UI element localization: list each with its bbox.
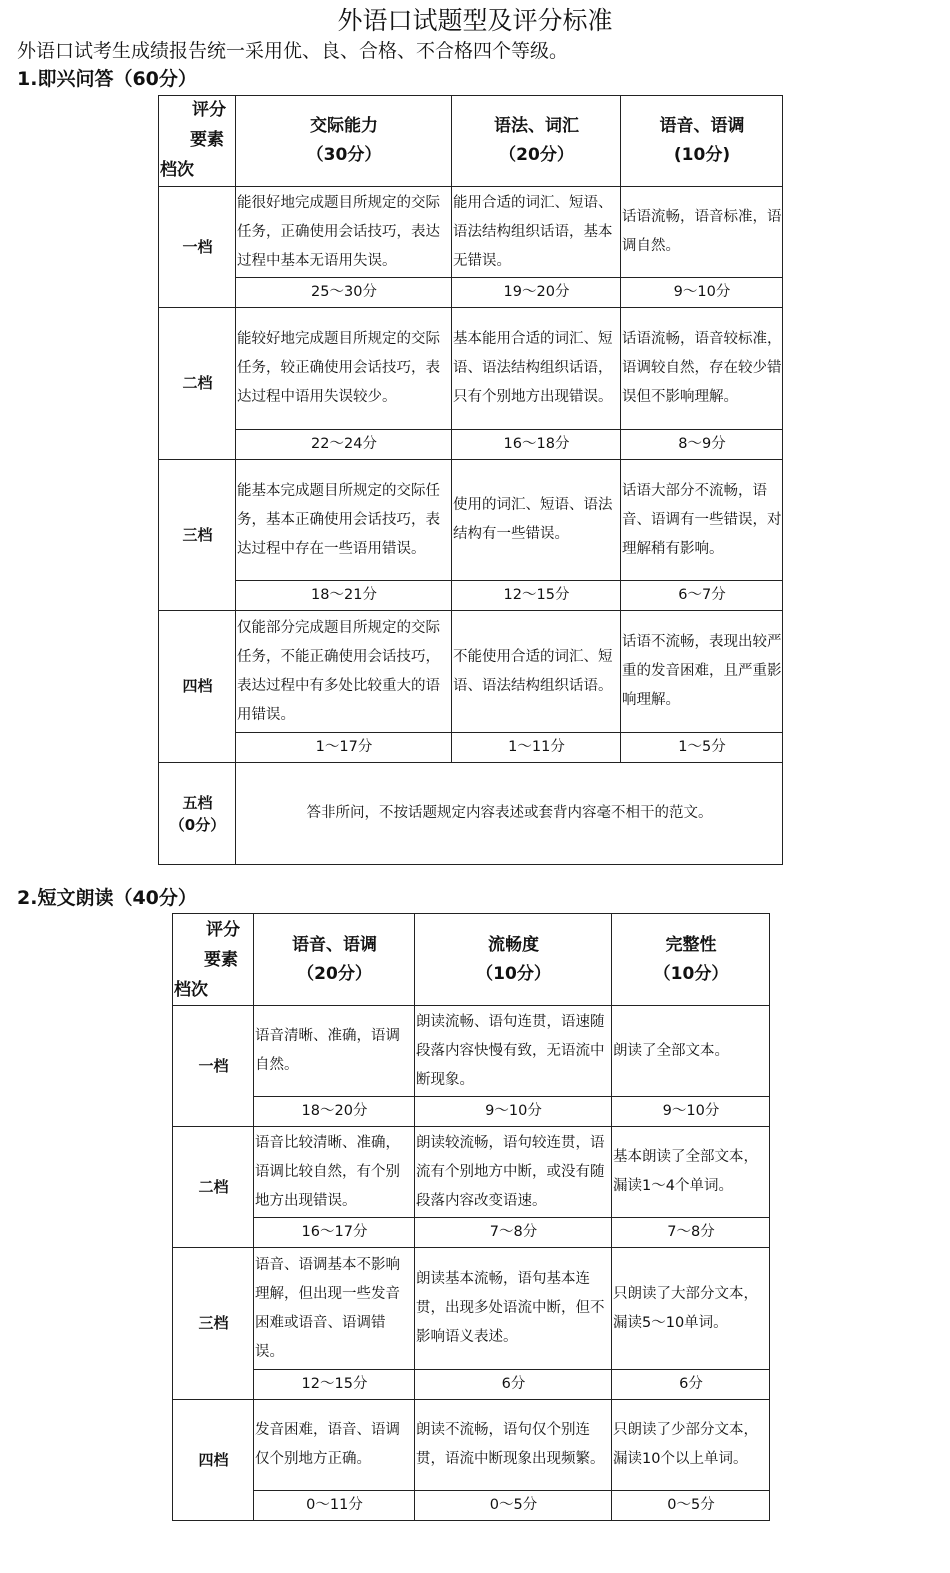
score-cell: 9～10分: [415, 1097, 612, 1127]
corner-label-score: 评分: [192, 100, 226, 120]
criteria-cell: 话语大部分不流畅，语音、语调有一些错误，对理解稍有影响。: [621, 460, 783, 581]
corner-label-score: 评分: [206, 920, 240, 940]
criteria-cell: 朗读较流畅，语句较连贯，语流有个别地方中断，或没有随段落内容改变语速。: [415, 1127, 612, 1218]
score-cell: 1～11分: [452, 733, 621, 763]
criteria-cell: 朗读基本流畅，语句基本连贯，出现多处语流中断，但不影响语义表述。: [415, 1248, 612, 1370]
level-cell: 一档: [159, 187, 236, 308]
criteria-cell: 仅能部分完成题目所规定的交际任务，不能正确使用会话技巧，表达过程中有多处比较重大的语用错误。: [236, 611, 452, 733]
criteria-cell: 语音清晰、准确，语调自然。: [254, 1006, 415, 1097]
criteria-cell: 朗读了全部文本。: [612, 1006, 770, 1097]
merged-criteria-cell: 答非所问，不按话题规定内容表述或套背内容毫不相干的范文。: [236, 763, 783, 865]
score-cell: 6分: [612, 1370, 770, 1400]
criteria-cell: 只朗读了大部分文本，漏读5～10单词。: [612, 1248, 770, 1370]
corner-label-level: 档次: [174, 980, 208, 1000]
corner-label-level: 档次: [160, 160, 194, 180]
criteria-cell: 使用的词汇、短语、语法结构有一些错误。: [452, 460, 621, 581]
criteria-cell: 话语不流畅，表现出较严重的发音困难，且严重影响理解。: [621, 611, 783, 733]
score-cell: 0～11分: [254, 1491, 415, 1521]
level-cell: 三档: [159, 460, 236, 611]
criteria-cell: 朗读不流畅，语句仅个别连贯，语流中断现象出现频繁。: [415, 1400, 612, 1491]
criteria-cell: 能用合适的词汇、短语、语法结构组织话语，基本无错误。: [452, 187, 621, 278]
reading-table: [172, 913, 770, 1521]
criteria-cell: 话语流畅，语音较标准，语调较自然，存在较少错误但不影响理解。: [621, 308, 783, 430]
score-cell: 16～17分: [254, 1218, 415, 1248]
level-cell: 二档: [159, 308, 236, 460]
section-1-heading: 1.即兴问答（60分）: [17, 68, 197, 90]
score-cell: 16～18分: [452, 430, 621, 460]
criteria-cell: 不能使用合适的词汇、短语、语法结构组织话语。: [452, 611, 621, 733]
level-cell: 四档: [173, 1400, 254, 1521]
score-cell: 6～7分: [621, 581, 783, 611]
score-cell: 0～5分: [612, 1491, 770, 1521]
score-cell: 9～10分: [612, 1097, 770, 1127]
score-cell: 1～5分: [621, 733, 783, 763]
score-cell: 1～17分: [236, 733, 452, 763]
level-cell: 二档: [173, 1127, 254, 1248]
level-cell: 一档: [173, 1006, 254, 1127]
level-cell: 三档: [173, 1248, 254, 1400]
column-header: 完整性 （10分）: [612, 914, 770, 1006]
section-2-heading: 2.短文朗读（40分）: [17, 887, 197, 909]
corner-label-element: 要素: [204, 950, 238, 970]
table-corner-cell: [173, 914, 254, 1006]
score-cell: 0～5分: [415, 1491, 612, 1521]
page-title: 外语口试题型及评分标准: [337, 6, 613, 35]
criteria-cell: 能基本完成题目所规定的交际任务，基本正确使用会话技巧，表达过程中存在一些语用错误。: [236, 460, 452, 581]
criteria-cell: 能很好地完成题目所规定的交际任务，正确使用会话技巧，表达过程中基本无语用失误。: [236, 187, 452, 278]
level-cell: 五档 （0分）: [159, 763, 236, 865]
score-cell: 7～8分: [612, 1218, 770, 1248]
criteria-cell: 语音、语调基本不影响理解，但出现一些发音困难或语音、语调错误。: [254, 1248, 415, 1370]
score-cell: 12～15分: [254, 1370, 415, 1400]
score-cell: 19～20分: [452, 278, 621, 308]
criteria-cell: 基本能用合适的词汇、短语、语法结构组织话语，只有个别地方出现错误。: [452, 308, 621, 430]
score-cell: 6分: [415, 1370, 612, 1400]
level-cell: 四档: [159, 611, 236, 763]
table-corner-cell: [159, 96, 236, 187]
criteria-cell: 能较好地完成题目所规定的交际任务，较正确使用会话技巧，表达过程中语用失误较少。: [236, 308, 452, 430]
score-cell: 25～30分: [236, 278, 452, 308]
criteria-cell: 话语流畅，语音标准，语调自然。: [621, 187, 783, 278]
criteria-cell: 只朗读了少部分文本，漏读10个以上单词。: [612, 1400, 770, 1491]
score-cell: 7～8分: [415, 1218, 612, 1248]
corner-label-element: 要素: [190, 130, 224, 150]
column-header: 语音、语调 (10分): [621, 96, 783, 187]
criteria-cell: 基本朗读了全部文本，漏读1～4个单词。: [612, 1127, 770, 1218]
criteria-cell: 语音比较清晰、准确，语调比较自然，有个别地方出现错误。: [254, 1127, 415, 1218]
oral-qa-table: [158, 95, 783, 865]
score-cell: 22～24分: [236, 430, 452, 460]
score-cell: 8～9分: [621, 430, 783, 460]
column-header: 流畅度 （10分）: [415, 914, 612, 1006]
score-cell: 12～15分: [452, 581, 621, 611]
score-cell: 18～21分: [236, 581, 452, 611]
score-cell: 9～10分: [621, 278, 783, 308]
column-header: 语法、词汇 （20分）: [452, 96, 621, 187]
score-cell: 18～20分: [254, 1097, 415, 1127]
intro-text: 外语口试考生成绩报告统一采用优、良、合格、不合格四个等级。: [17, 40, 569, 62]
column-header: 语音、语调 （20分）: [254, 914, 415, 1006]
column-header: 交际能力 （30分）: [236, 96, 452, 187]
criteria-cell: 朗读流畅、语句连贯，语速随段落内容快慢有致，无语流中断现象。: [415, 1006, 612, 1097]
criteria-cell: 发音困难，语音、语调仅个别地方正确。: [254, 1400, 415, 1491]
